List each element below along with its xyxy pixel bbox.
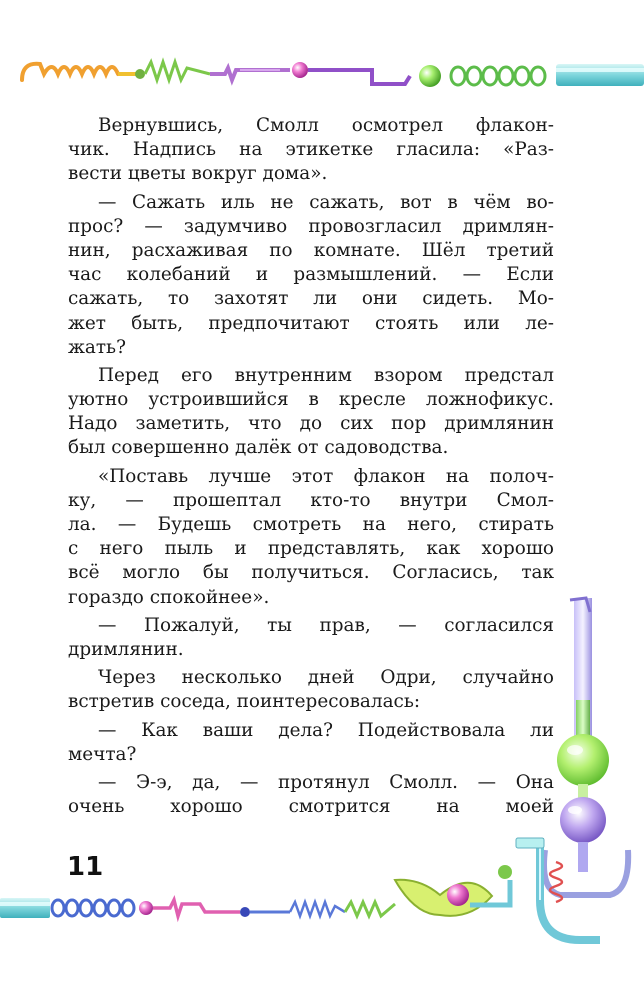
text-line: прос? — задумчиво провозгласил дримлян- (68, 215, 554, 237)
text-line: с него пыль и представлять, как хорошо (68, 538, 554, 560)
page-number: 11 (67, 852, 104, 882)
text-line: был совершенно далёк от садоводства. (68, 437, 449, 459)
text-line: Вернувшись, Смолл осмотрел флакон- (98, 115, 554, 136)
text-line: Надо заметить, что до сих пор дримлянин (68, 413, 554, 435)
text-line: ла. — Будешь смотреть на него, стирать (68, 514, 554, 535)
text-line: — Как ваши дела? Подействовала ли (98, 719, 554, 741)
text-line: очень хорошо смотрится на моей (68, 796, 554, 818)
text-line: сажать, то захотят ли они сидеть. Мо- (68, 288, 554, 310)
paragraph (68, 719, 554, 767)
text-line: ку, — прошептал кто-то внутри Смол- (68, 489, 554, 511)
text-line: — Сажать иль не сажать, вот в чём во- (98, 191, 554, 213)
text-line: встретив соседа, поинтересовалась: (68, 691, 421, 713)
paragraph (68, 191, 554, 360)
paragraph (68, 114, 554, 187)
text-line: «Поставь лучше этот флакон на полоч- (98, 465, 554, 487)
text-line: уютно устроившийся в кресле ложнофикус. (68, 389, 554, 411)
text-line: час колебаний и размышлений. — Если (68, 264, 554, 286)
text-line: — Пожалуй, ты прав, — согласился (98, 614, 554, 636)
text-line: всё могло бы получиться. Согласись, так (68, 562, 554, 584)
text-line: мечта? (68, 743, 137, 765)
paragraph (68, 666, 554, 714)
text-line: нин, расхаживая по комнате. Шёл третий (68, 239, 554, 261)
text-line: жать? (68, 336, 126, 358)
text-line: Перед его внутренним взором предстал (98, 364, 554, 386)
text-line: гораздо спокойнее». (68, 586, 270, 608)
paragraph (68, 364, 554, 461)
text-line: Через несколько дней Одри, случайно (98, 667, 554, 689)
text-line: жет быть, предпочитают стоять или ле- (68, 312, 554, 334)
text-line: дримлянин. (68, 638, 184, 660)
text-line: чик. Надпись на этикетке гласила: «Раз- (68, 139, 554, 161)
paragraph (68, 465, 554, 610)
paragraph (68, 771, 554, 819)
paragraph (68, 614, 554, 662)
main-text (68, 114, 554, 819)
text-line: вести цветы вокруг дома». (68, 163, 328, 185)
text-line: — Э-э, да, — протянул Смолл. — Она (98, 771, 554, 793)
